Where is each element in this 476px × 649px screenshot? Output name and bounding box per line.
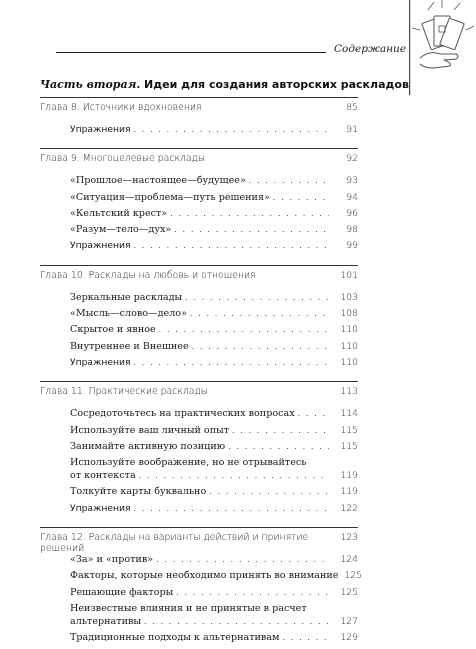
dot-leader xyxy=(156,555,329,564)
page-number: 114 xyxy=(340,408,358,420)
toc-entry[interactable] xyxy=(40,554,358,570)
toc-entry[interactable] xyxy=(40,124,358,140)
dot-leader xyxy=(209,487,329,496)
part-heading xyxy=(40,78,440,91)
toc-entry[interactable] xyxy=(40,192,358,208)
toc-entry[interactable] xyxy=(40,503,358,519)
toc-entry[interactable] xyxy=(40,408,358,424)
entry-title: «Разум—тело—дух» xyxy=(70,224,172,236)
dot-leader xyxy=(273,193,329,202)
entry-title: Используйте ваш личный опыт xyxy=(70,424,230,436)
chapter-title: Глава 10. Расклады на любовь и отношения xyxy=(40,269,256,281)
dot-leader xyxy=(298,409,329,418)
page-number: 110 xyxy=(340,324,358,336)
page-number: 108 xyxy=(340,308,358,320)
toc-chapter-entry[interactable] xyxy=(40,527,358,555)
section-gap xyxy=(40,140,358,146)
page-number: 110 xyxy=(340,356,358,368)
page-number: 85 xyxy=(346,102,358,113)
dot-leader xyxy=(134,358,329,367)
entry-title: Неизвестные влияния и не принятые в расчет xyxy=(70,602,307,614)
page-number: 119 xyxy=(340,470,358,482)
toc-entry[interactable] xyxy=(40,324,358,340)
page-number: 115 xyxy=(340,440,358,452)
entry-title: Толкуйте карты буквально xyxy=(70,486,207,498)
page-number: 124 xyxy=(340,554,358,566)
dot-leader xyxy=(170,209,329,218)
toc-entry[interactable] xyxy=(40,632,358,648)
page-number: 113 xyxy=(340,386,358,398)
entry-title: Сосредоточьтесь на практических вопросах xyxy=(70,408,295,420)
chapter-title: Глава 8. Источники вдохновения xyxy=(40,102,202,113)
page-number: 125 xyxy=(344,570,362,582)
dot-leader xyxy=(185,293,329,302)
dot-leader xyxy=(283,633,329,642)
chapter-title: Глава 12. Расклады на варианты действий и принятие решений xyxy=(40,532,309,555)
dot-leader xyxy=(190,309,329,318)
dot-leader xyxy=(134,125,329,134)
entry-title: Традиционные подходы к альтернативам xyxy=(70,632,280,644)
toc-chapter-entry[interactable] xyxy=(40,97,358,118)
toc-entry-first-line[interactable] xyxy=(40,457,358,470)
entry-title: Факторы, которые необходимо принять во внимание xyxy=(70,570,339,582)
page-number: 99 xyxy=(346,240,358,252)
dot-leader xyxy=(174,225,329,234)
toc-entry[interactable] xyxy=(40,486,358,502)
page-number: 127 xyxy=(340,615,358,627)
entry-title: Упражнения xyxy=(70,124,131,135)
running-header-title: Содержание xyxy=(334,43,407,55)
page-number: 101 xyxy=(340,269,358,281)
toc-entry[interactable] xyxy=(40,308,358,324)
dot-leader xyxy=(232,426,329,435)
entry-title: Внутреннее и Внешнее xyxy=(70,340,189,352)
chapter-title: Глава 9. Многоцелевые расклады xyxy=(40,153,206,165)
page-number: 91 xyxy=(346,124,358,135)
entry-title: Скрытое и явное xyxy=(70,324,156,336)
entry-title: Упражнения xyxy=(70,502,131,514)
part-label: Часть вторая. xyxy=(40,78,141,91)
toc-entry[interactable] xyxy=(40,470,358,486)
page-number: 125 xyxy=(340,586,358,598)
chapter-title: Глава 11. Практические расклады xyxy=(40,386,208,398)
entry-title: «Прошлое—настоящее—будущее» xyxy=(70,175,246,187)
entry-title: «Кельтский крест» xyxy=(70,207,168,219)
header-rule xyxy=(56,52,326,53)
toc-entry[interactable] xyxy=(40,240,358,256)
toc-entry[interactable] xyxy=(40,616,358,632)
page-number: 94 xyxy=(346,191,358,203)
toc-entry[interactable] xyxy=(40,441,358,457)
page-number: 115 xyxy=(340,424,358,436)
page-number: 98 xyxy=(346,224,358,236)
entry-title: Упражнения xyxy=(70,240,131,252)
entry-title: Занимайте активную позицию xyxy=(70,440,226,452)
page-number: 119 xyxy=(340,486,358,498)
part-title: Идеи для создания авторских раскладов xyxy=(140,78,409,91)
page-number: 110 xyxy=(340,340,358,352)
entry-title: Используйте воображение, но не отрывайтесь xyxy=(70,457,307,469)
entry-title: «За» и «против» xyxy=(70,554,154,566)
toc-chapter-entry[interactable] xyxy=(40,381,358,402)
toc-entry[interactable] xyxy=(40,292,358,308)
page-number: 96 xyxy=(346,207,358,219)
section-gap xyxy=(40,257,358,263)
toc-entry[interactable] xyxy=(40,357,358,373)
toc-entry[interactable] xyxy=(40,341,358,357)
entry-title-continued: альтернативы xyxy=(70,615,142,627)
dot-leader xyxy=(134,504,329,513)
toc-chapter-entry[interactable] xyxy=(40,265,358,286)
entry-title: Зеркальные расклады xyxy=(70,291,183,303)
entry-title: «Ситуация—проблема—путь решения» xyxy=(70,191,270,203)
toc-entry[interactable] xyxy=(40,425,358,441)
dot-leader xyxy=(159,325,329,334)
toc-entry[interactable] xyxy=(40,587,358,603)
entry-title: Решающие факторы xyxy=(70,586,174,598)
dot-leader xyxy=(139,471,329,480)
toc-entry[interactable] xyxy=(40,224,358,240)
table-of-contents xyxy=(40,97,362,649)
page-number: 123 xyxy=(340,532,358,544)
entry-title: «Мысль—слово—дело» xyxy=(70,308,187,320)
entry-title: Упражнения xyxy=(70,356,131,368)
dot-leader xyxy=(228,442,329,451)
dot-leader xyxy=(249,176,329,185)
page-number: 93 xyxy=(346,175,358,187)
dot-leader xyxy=(176,588,329,597)
page-number: 129 xyxy=(340,632,358,644)
toc-entry[interactable] xyxy=(40,570,362,586)
section-gap xyxy=(40,373,358,379)
toc-entry[interactable] xyxy=(40,208,358,224)
toc-entry[interactable] xyxy=(40,175,358,191)
dot-leader xyxy=(134,241,329,250)
page-number: 92 xyxy=(346,153,358,165)
dot-leader xyxy=(144,617,329,626)
dot-leader xyxy=(192,342,329,351)
section-gap xyxy=(40,519,358,525)
entry-title-continued: от контекста xyxy=(70,470,136,482)
toc-chapter-entry[interactable] xyxy=(40,148,358,169)
toc-entry-first-line[interactable] xyxy=(40,603,358,616)
page-number: 103 xyxy=(340,291,358,303)
page-number: 122 xyxy=(340,502,358,514)
